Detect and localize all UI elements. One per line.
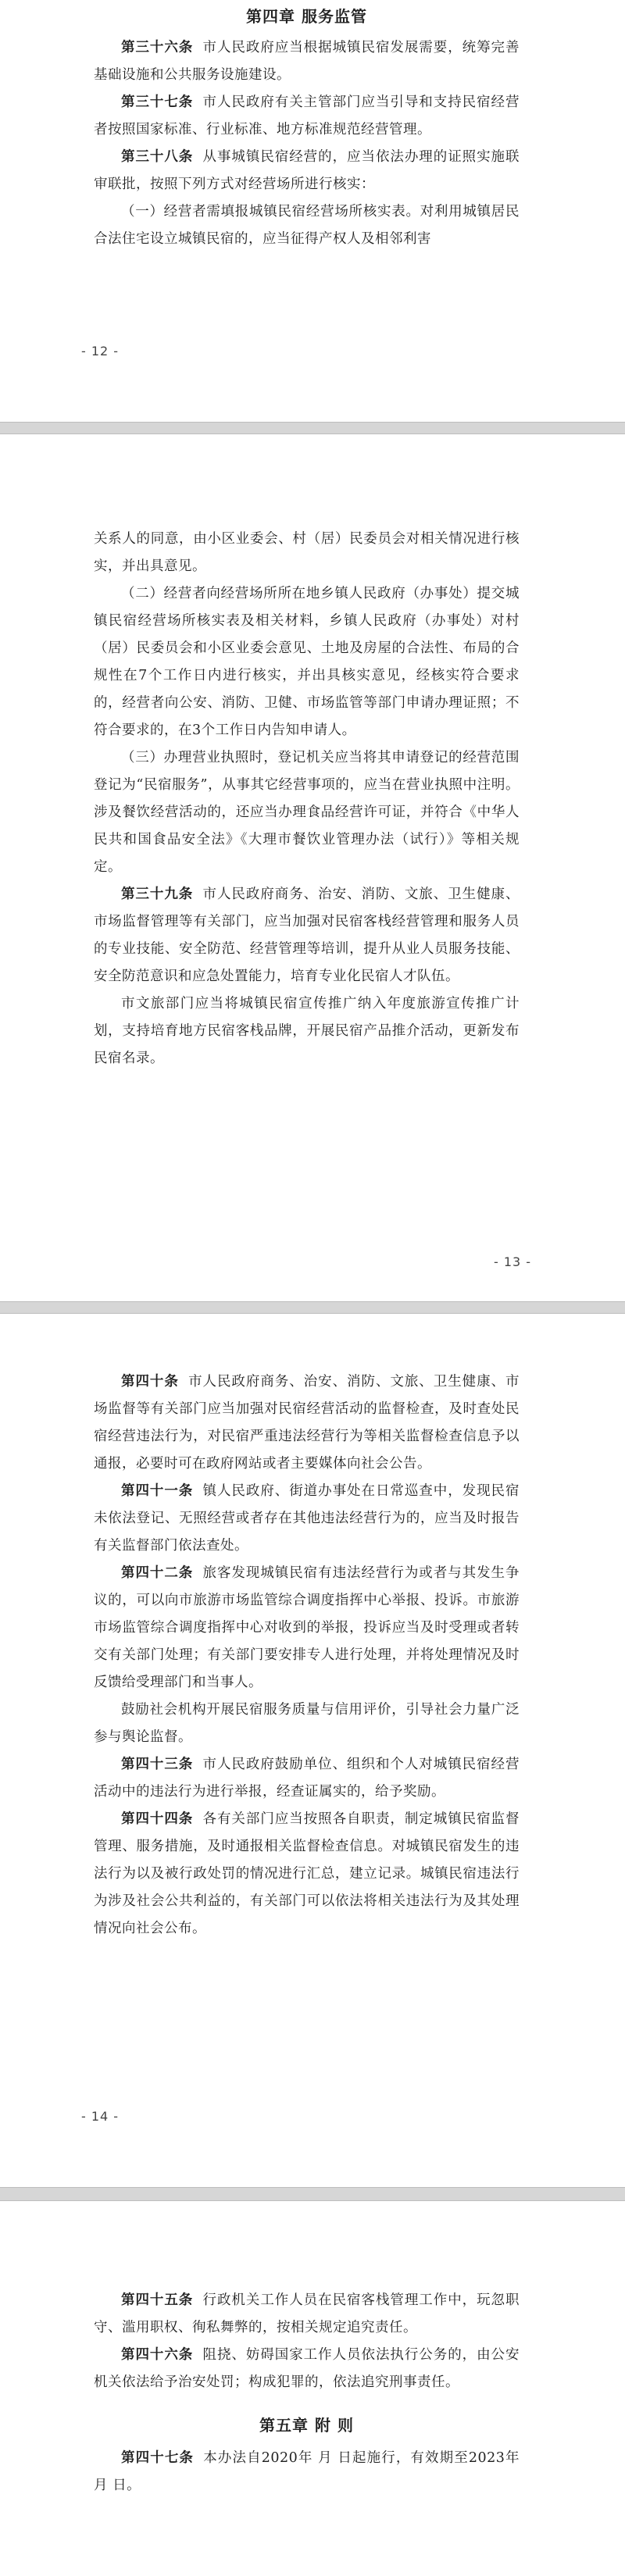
paragraph — [94, 144, 520, 198]
paragraph — [94, 1560, 520, 1697]
paragraph-text: 市人民政府商务、治安、消防、文旅、卫生健康、市场监督等有关部门应当加强对民宿经营活动的监督检查，及时查处民宿经营违法行为，对民宿严重违法经营行为等相关监督检查信息予以通报，必要时可在政府网站或者主要媒体向社会公告。 — [94, 1374, 520, 1472]
paragraph — [94, 89, 520, 144]
page-separator — [0, 2187, 625, 2201]
paragraph-text: 关系人的同意，由小区业委会、村（居）民委员会对相关情况进行核实，并出具意见。 — [94, 531, 520, 574]
chapter-title: 第五章 附 则 — [259, 2416, 354, 2435]
paragraph — [94, 2287, 520, 2342]
paragraph — [94, 990, 520, 1072]
paragraph — [94, 2445, 520, 2499]
article-number: 第三十九条 — [121, 887, 194, 902]
paragraph — [94, 1368, 520, 1478]
page-body — [94, 1314, 520, 1943]
article-number: 第三十七条 — [121, 95, 194, 110]
article-number: 第四十五条 — [121, 2292, 194, 2308]
article-number: 第四十条 — [121, 1374, 179, 1390]
chapter-title: 第四章 服务监管 — [246, 7, 367, 26]
paragraph — [94, 1751, 520, 1806]
page-body — [94, 34, 520, 253]
article-number: 第四十六条 — [121, 2347, 194, 2363]
paragraph-text: 市人民政府鼓励单位、组织和个人对城镇民宿经营活动中的违法行为进行举报，经查证属实的，给予奖励。 — [94, 1757, 520, 1800]
paragraph-text: 行政机关工作人员在民宿客栈管理工作中，玩忽职守、滥用职权、徇私舞弊的，按相关规定追究责任。 — [94, 2292, 520, 2335]
paragraph-text: （一）经营者需填报城镇民宿经营场所核实表。对利用城镇居民合法住宅设立城镇民宿的，应当征得产权人及相邻利害 — [94, 204, 520, 247]
paragraph — [94, 1697, 520, 1751]
paragraph — [94, 198, 520, 253]
article-number: 第四十三条 — [121, 1757, 194, 1772]
paragraph — [94, 1478, 520, 1560]
paragraph-text: 市文旅部门应当将城镇民宿宣传推广纳入年度旅游宣传推广计划，支持培育地方民宿客栈品牌，开展民宿产品推介活动，更新发布民宿名录。 — [94, 996, 520, 1066]
paragraph — [94, 1806, 520, 1943]
paragraph-text: 市人民政府应当根据城镇民宿发展需要，统筹完善基础设施和公共服务设施建设。 — [94, 40, 520, 83]
paragraph-text: 从事城镇民宿经营的，应当依法办理的证照实施联审联批，按照下列方式对经营场所进行核实： — [94, 149, 520, 192]
paragraph-text: 阻挠、妨碍国家工作人员依法执行公务的，由公安机关依法给予治安处罚；构成犯罪的，依法追究刑事责任。 — [94, 2347, 520, 2390]
paragraph-text: 本办法自2020年 月 日起施行，有效期至2023年 月 日。 — [94, 2450, 520, 2493]
paragraph-text: 市人民政府商务、治安、消防、文旅、卫生健康、市场监督管理等有关部门，应当加强对民宿客栈经营管理和服务人员的专业技能、安全防范、经营管理等培训，提升从业人员服务技能、安全防范意识和应急处置能力，培育专业化民宿人才队伍。 — [94, 887, 520, 984]
paragraph-text: 镇人民政府、街道办事处在日常巡查中，发现民宿未依法登记、无照经营或者存在其他违法经营行为的，应当及时报告有关监督部门依法查处。 — [94, 1483, 520, 1554]
paragraph-text: 鼓励社会机构开展民宿服务质量与信用评价，引导社会力量广泛参与舆论监督。 — [94, 1702, 520, 1745]
page-body — [94, 2201, 520, 2499]
paragraph — [94, 881, 520, 990]
document-page-12 — [0, 0, 625, 422]
page-separator — [0, 1301, 625, 1314]
document-page-14 — [0, 1314, 625, 2187]
article-number: 第四十四条 — [121, 1811, 194, 1827]
paragraph-text: 各有关部门应当按照各自职责，制定城镇民宿监督管理、服务措施，及时通报相关监督检查信息。对城镇民宿发生的违法行为以及被行政处罚的情况进行汇总，建立记录。城镇民宿违法行为涉及社会公共利益的，有关部门可以依法将相关违法行为及其处理情况向社会公布。 — [94, 1811, 520, 1936]
paragraph — [94, 744, 520, 881]
page-number: - 14 - — [81, 2109, 120, 2124]
page-number: - 12 - — [81, 344, 120, 359]
document-page-13 — [0, 434, 625, 1301]
article-number: 第四十七条 — [121, 2450, 195, 2466]
document-page-15 — [0, 2201, 625, 2576]
article-number: 第四十一条 — [121, 1483, 194, 1499]
paragraph-text: （三）办理营业执照时，登记机关应当将其申请登记的经营范围登记为“民宿服务”，从事其它经营事项的，应当在营业执照中注明。涉及餐饮经营活动的，还应当办理食品经营许可证，并符合《中华人民共和国食品安全法》《大理市餐饮业管理办法（试行）》等相关规定。 — [94, 750, 520, 875]
paragraph — [94, 526, 520, 580]
paragraph — [94, 2342, 520, 2396]
paragraph-text: 旅客发现城镇民宿有违法经营行为或者与其发生争议的，可以向市旅游市场监管综合调度指挥中心举报、投诉。市旅游市场监管综合调度指挥中心对收到的举报，投诉应当及时受理或者转交有关部门处理；有关部门要安排专人进行处理，并将处理情况及时反馈给受理部门和当事人。 — [94, 1565, 520, 1690]
paragraph-text: 市人民政府有关主管部门应当引导和支持民宿经营者按照国家标准、行业标准、地方标准规范经营管理。 — [94, 95, 520, 137]
page-separator — [0, 422, 625, 434]
article-number: 第三十六条 — [121, 40, 194, 55]
paragraph-text: （二）经营者向经营场所所在地乡镇人民政府（办事处）提交城镇民宿经营场所核实表及相关材料，乡镇人民政府（办事处）对村（居）民委员会和小区业委会意见、土地及房屋的合法性、布局的合规性在7个工作日内进行核实，并出具核实意见，经核实符合要求的，经营者向公安、消防、卫健、市场监管等部门申请办理证照；不符合要求的，在3个工作日内告知申请人。 — [94, 586, 520, 738]
paragraph — [94, 580, 520, 744]
page-body — [94, 434, 520, 1072]
article-number: 第四十二条 — [121, 1565, 194, 1581]
page-number: - 13 - — [494, 1254, 532, 1269]
paragraph — [94, 34, 520, 89]
article-number: 第三十八条 — [121, 149, 194, 165]
